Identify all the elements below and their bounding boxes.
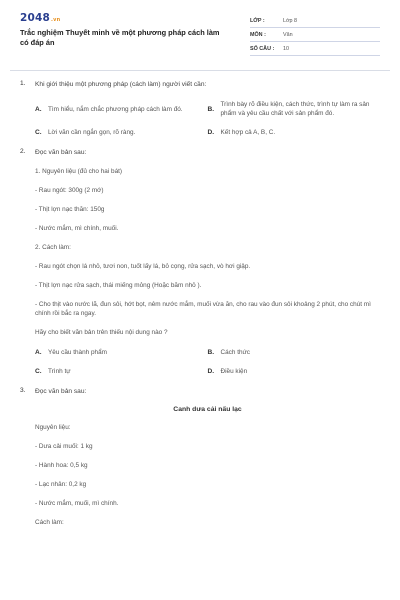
option-letter: C.	[35, 129, 42, 136]
question-3	[20, 387, 380, 527]
passage-line: Nguyên liệu:	[35, 424, 71, 431]
passage-line: - Dưa cải muối: 1 kg	[35, 443, 93, 450]
info-table	[250, 14, 380, 56]
passage-line: - Nước mắm, mì chính, muối.	[35, 225, 119, 232]
option-c[interactable]	[35, 128, 208, 137]
passage-line: - Lạc nhân: 0,2 kg	[35, 481, 87, 488]
option-letter: D.	[207, 368, 215, 375]
option-d[interactable]	[208, 128, 381, 137]
question-body	[35, 387, 380, 527]
question-body	[35, 148, 380, 376]
answer-options	[35, 100, 380, 137]
question-text: Đọc văn bản sau:	[35, 149, 87, 156]
questions-list	[20, 80, 380, 538]
header-divider	[10, 70, 390, 71]
question-text: Đọc văn bản sau:	[35, 388, 87, 395]
option-text: Trình tự	[48, 368, 71, 375]
info-row-subject	[250, 28, 380, 42]
option-a[interactable]	[35, 100, 208, 118]
option-d[interactable]	[208, 367, 381, 376]
info-key: MÔN :	[250, 31, 266, 38]
question-body	[35, 80, 380, 137]
passage-line: - Thịt lợn nạc thăn: 150g	[35, 206, 105, 213]
info-value: Văn	[283, 31, 293, 38]
question-1	[20, 80, 380, 137]
info-key: SỐ CÂU :	[250, 45, 275, 52]
option-text: Cách thức	[220, 349, 250, 356]
option-letter: B.	[207, 105, 215, 113]
option-text: Yêu cầu thành phẩm	[48, 349, 107, 356]
question-text: Khi giới thiệu một phương pháp (cách làm) người viết cần:	[35, 81, 207, 88]
option-letter: B.	[207, 349, 215, 356]
option-c[interactable]	[35, 367, 208, 376]
option-a[interactable]	[35, 348, 208, 357]
info-value: Lớp 8	[283, 17, 298, 24]
logo-suffix: .vn	[51, 17, 61, 23]
passage-line: 2. Cách làm:	[35, 244, 71, 251]
question-prompt: Hãy cho biết văn bản trên thiếu nội dung nào ?	[35, 329, 168, 336]
question-2	[20, 148, 380, 376]
info-row-count	[250, 42, 380, 56]
passage-line: Cách làm:	[35, 519, 64, 526]
site-logo[interactable]	[20, 12, 60, 24]
option-letter: A.	[35, 349, 42, 356]
passage-line: - Rau ngót: 300g (2 mớ)	[35, 187, 104, 194]
option-text: Tìm hiểu, nắm chắc phương pháp cách làm đó.	[48, 105, 183, 113]
passage-title: Canh dưa cải nấu lạc	[173, 406, 242, 413]
passage-line: - Nước mắm, muối, mì chính.	[35, 500, 119, 507]
option-b[interactable]	[208, 348, 381, 357]
question-number: 2.	[20, 148, 26, 155]
info-key: LỚP :	[250, 17, 265, 24]
passage-line: - Rau ngót chọn lá nhỏ, tươi non, tuốt lấy lá, bỏ cọng, rửa sạch, vò hơi giập.	[35, 263, 251, 270]
passage-line: - Thịt lợn nạc rửa sạch, thái miếng mỏng (Hoặc băm nhỏ ).	[35, 282, 202, 289]
info-value: 10	[283, 45, 289, 52]
question-number: 3.	[20, 387, 26, 394]
option-text: Kết hợp cả A, B, C.	[220, 129, 276, 136]
option-letter: D.	[207, 129, 215, 136]
answer-options	[35, 348, 380, 376]
option-text: Trình bày rõ điều kiện, cách thức, trình tự làm ra sản phẩm và yêu cầu chất với sản phẩm đó.	[220, 101, 370, 117]
option-text: Điều kiện	[220, 368, 248, 375]
page-title: Trắc nghiệm Thuyết minh về một phương pháp cách làm có đáp án	[20, 28, 220, 47]
passage-line: - Hành hoa: 0,5 kg	[35, 462, 88, 469]
info-row-class	[250, 14, 380, 28]
option-letter: A.	[35, 105, 42, 113]
option-text: Lời văn cần ngắn gọn, rõ ràng.	[48, 129, 136, 136]
passage-line: 1. Nguyên liệu (đủ cho hai bát)	[35, 168, 123, 175]
question-number: 1.	[20, 80, 26, 87]
logo-text: 2048	[20, 12, 51, 24]
option-b[interactable]	[208, 100, 381, 118]
passage-line: - Cho thịt vào nước lã, đun sôi, hớt bọt, nêm nước mắm, muối vừa ăn, cho rau vào đun sôi khoảng 2 phút, cho chút mì chính rồi bắc ra ngay.	[35, 301, 371, 317]
option-letter: C.	[35, 368, 42, 375]
